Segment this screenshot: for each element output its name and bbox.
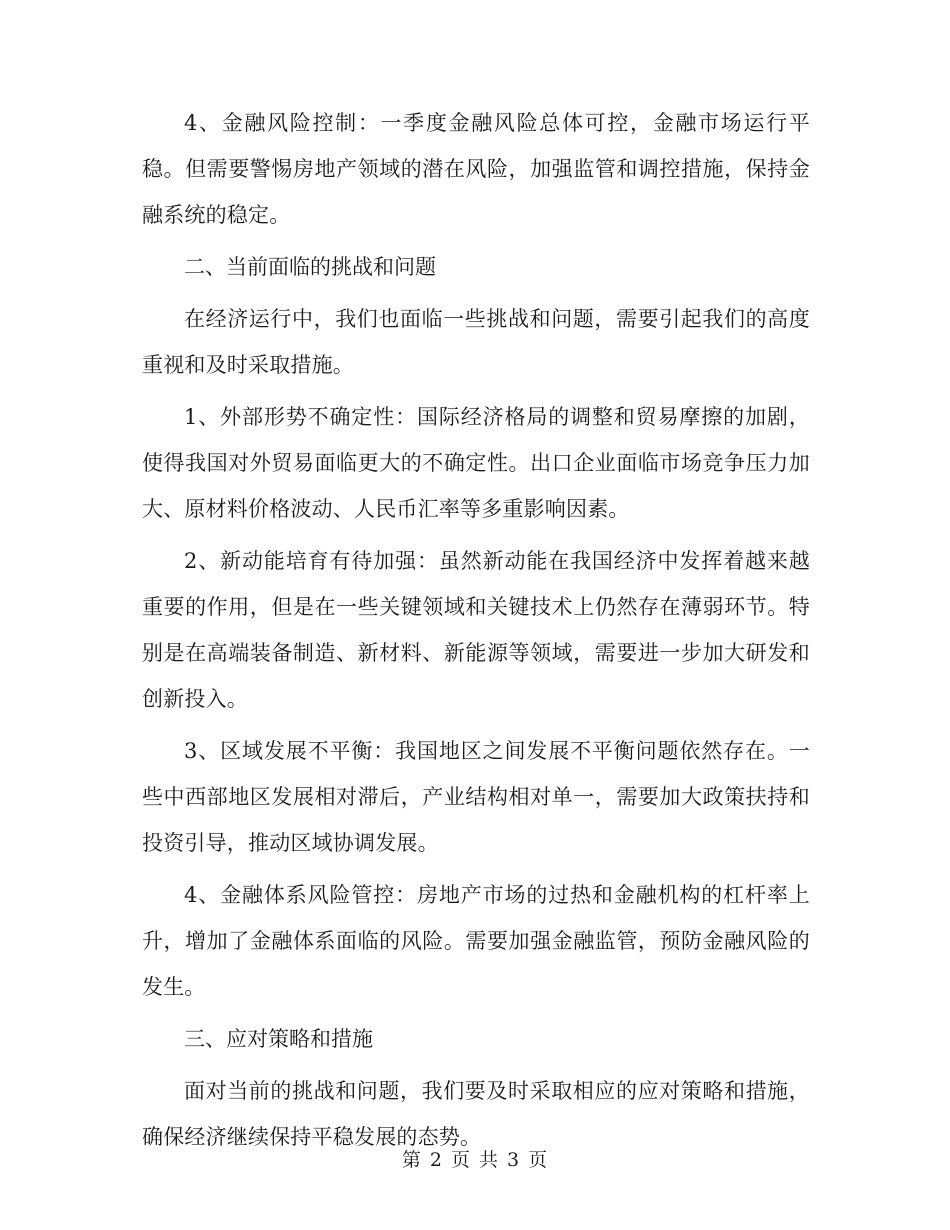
section-heading-strategies: 三、应对策略和措施 [184, 1027, 373, 1051]
paragraph-challenges-intro: 在经济运行中，我们也面临一些挑战和问题，需要引起我们的高度重视和及时采取措施。 [142, 307, 810, 377]
paragraph-financial-system-risk: 4、金融体系风险管控：房地产市场的过热和金融机构的杠杆率上升，增加了金融体系面临的风险。需要加强金融监管，预防金融风险的发生。 [142, 883, 810, 999]
page-content [142, 100, 810, 1166]
paragraph-strategies-intro: 面对当前的挑战和问题，我们要及时采取相应的应对策略和措施，确保经济继续保持平稳发展的态势。 [142, 1079, 810, 1149]
footer-total-pages: 3 [507, 1149, 521, 1171]
paragraph-financial-risk-control: 4、金融风险控制：一季度金融风险总体可控，金融市场运行平稳。但需要警惕房地产领域的潜在风险，加强监管和调控措施，保持金融系统的稳定。 [142, 111, 810, 227]
section-heading-challenges: 二、当前面临的挑战和问题 [184, 255, 436, 279]
footer-current-page: 2 [429, 1149, 443, 1171]
footer-gong: 共 [479, 1149, 500, 1171]
paragraph-new-momentum: 2、新动能培育有待加强：虽然新动能在我国经济中发挥着越来越重要的作用，但是在一些关键领域和关键技术上仍然存在薄弱环节。特别是在高端装备制造、新材料、新能源等领域，需要进一步加大研发和创新投入。 [142, 549, 810, 711]
paragraph-external-uncertainty: 1、外部形势不确定性：国际经济格局的调整和贸易摩擦的加剧，使得我国对外贸易面临更大的不确定性。出口企业面临市场竞争压力加大、原材料价格波动、人民币汇率等多重影响因素。 [142, 405, 810, 521]
page-footer [0, 1146, 950, 1174]
footer-ye: 页 [450, 1149, 471, 1171]
paragraph-regional-imbalance: 3、区域发展不平衡：我国地区之间发展不平衡问题依然存在。一些中西部地区发展相对滞后，产业结构相对单一，需要加大政策扶持和投资引导，推动区域协调发展。 [142, 739, 810, 855]
footer-di: 第 [401, 1149, 422, 1171]
footer-ye-end: 页 [528, 1149, 549, 1171]
